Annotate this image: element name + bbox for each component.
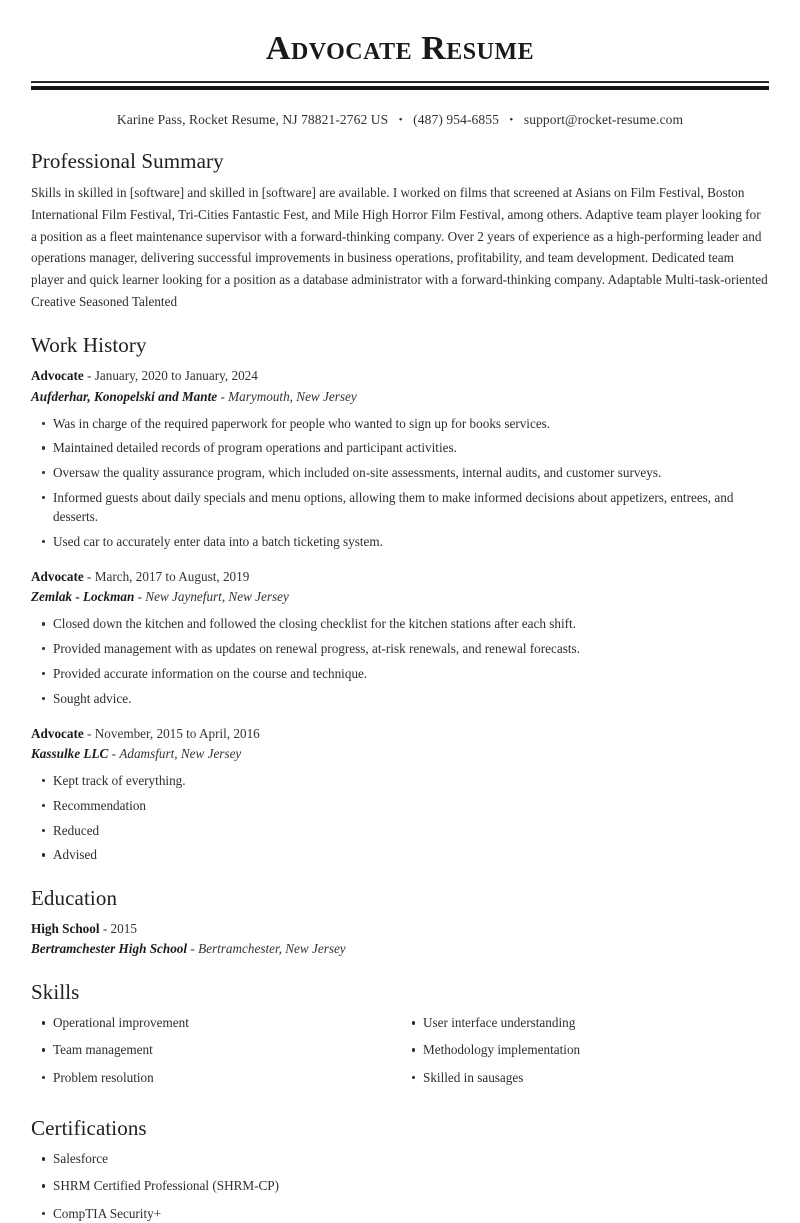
list-item: Sought advice. — [31, 689, 769, 708]
education-school-line: Bertramchester High School - Bertramchester, New Jersey — [31, 940, 346, 956]
list-item: Salesforce — [31, 1149, 769, 1168]
work-entry-bullets — [31, 614, 769, 708]
list-item: Skilled in sausages — [401, 1068, 769, 1087]
section-heading-skills: Skills — [31, 979, 80, 1004]
skills-column-right — [400, 1013, 769, 1095]
skills-column-left — [31, 1013, 400, 1095]
work-entry-bullets — [31, 414, 769, 552]
header-divider — [31, 81, 769, 90]
section-professional-summary — [31, 148, 769, 312]
education-entry — [31, 919, 769, 959]
section-heading-certifications: Certifications — [31, 1115, 147, 1140]
work-entry-role-line: Advocate - November, 2015 to April, 2016 — [31, 725, 260, 741]
list-item: CompTIA Security+ — [31, 1204, 769, 1223]
work-entry-dates: November, 2015 to April, 2016 — [94, 725, 260, 741]
education-year: 2015 — [110, 920, 137, 936]
contact-name-address: Karine Pass, Rocket Resume, NJ 78821-2762 US — [116, 112, 389, 128]
list-item: User interface understanding — [401, 1013, 769, 1032]
work-entry-bullets — [31, 771, 769, 865]
contact-line — [31, 112, 769, 128]
list-item: Oversaw the quality assurance program, which included on-site assessments, internal audits, and customer surveys. — [31, 463, 769, 482]
skills-list-right — [401, 1013, 769, 1087]
page-title: Advocate Resume — [265, 30, 535, 67]
education-degree-line: High School - 2015 — [31, 920, 137, 936]
work-entry-dates: January, 2020 to January, 2024 — [94, 368, 258, 384]
contact-phone: (487) 954-6855 — [413, 112, 499, 128]
work-entry-company: Aufderhar, Konopelski and Mante — [31, 388, 218, 404]
list-item: Closed down the kitchen and followed the closing checklist for the kitchen stations after each shift. — [31, 614, 769, 633]
work-entry-company-line: Aufderhar, Konopelski and Mante - Marymouth, New Jersey — [31, 388, 357, 404]
list-item: Used car to accurately enter data into a batch ticketing system. — [31, 532, 769, 551]
work-entry — [31, 366, 769, 551]
list-item: Provided accurate information on the course and technique. — [31, 664, 769, 683]
list-item: Team management — [31, 1040, 400, 1059]
work-entry-role: Advocate — [31, 368, 84, 384]
list-item: SHRM Certified Professional (SHRM-CP) — [31, 1176, 769, 1195]
section-skills — [31, 979, 769, 1095]
section-education — [31, 885, 769, 959]
certifications-list — [31, 1149, 769, 1223]
section-heading-summary: Professional Summary — [31, 149, 224, 174]
section-work-history — [31, 332, 769, 864]
list-item: Advised — [31, 845, 769, 864]
work-entry-company: Zemlak - Lockman — [31, 589, 135, 605]
work-entry-location: Marymouth, New Jersey — [228, 388, 357, 404]
list-item: Provided management with as updates on renewal progress, at-risk renewals, and renewal forecasts. — [31, 639, 769, 658]
work-entry-role-line: Advocate - March, 2017 to August, 2019 — [31, 569, 250, 585]
work-entry — [31, 724, 769, 865]
work-entry-company-line: Kassulke LLC - Adamsfurt, New Jersey — [31, 745, 242, 761]
education-location: Bertramchester, New Jersey — [198, 940, 346, 956]
education-school: Bertramchester High School — [31, 940, 188, 956]
work-entry-role: Advocate — [31, 569, 84, 585]
work-entry-company: Kassulke LLC — [31, 745, 109, 761]
contact-separator-1: • — [398, 114, 403, 127]
work-entry — [31, 567, 769, 708]
list-item: Reduced — [31, 821, 769, 840]
list-item: Problem resolution — [31, 1068, 400, 1087]
work-entry-location: New Jaynefurt, New Jersey — [145, 589, 289, 605]
summary-text: Skills in skilled in [software] and skilled in [software] are available. I worked on films that screened at Asians on Film Festival, Boston International Film Festival, Tri-Cities Fantastic Fest, and Mile High Horror Film Festival, among others. Adaptive team player looking for a position as a fleet maintenance supervisor with a forward-thinking company. Over 2 years of experience as a high-performing leader and operations manager, delivering successful improvements in business operations, profitability, and team development. Dedicated team player and quick learner looking for a position as a database administrator with a forward-thinking company. Adaptable Multi-task-oriented Creative Seasoned Talented — [31, 185, 768, 309]
list-item: Operational improvement — [31, 1013, 400, 1032]
work-entry-location: Adamsfurt, New Jersey — [119, 745, 242, 761]
list-item: Maintained detailed records of program operations and participant activities. — [31, 438, 769, 457]
skills-list-left — [31, 1013, 400, 1087]
work-entry-role-line: Advocate - January, 2020 to January, 2024 — [31, 368, 258, 384]
list-item: Methodology implementation — [401, 1040, 769, 1059]
list-item: Kept track of everything. — [31, 771, 769, 790]
list-item: Informed guests about daily specials and menu options, allowing them to make informed decisions about appetizers, entrees, and desserts. — [31, 488, 769, 527]
list-item: Recommendation — [31, 796, 769, 815]
list-item: Was in charge of the required paperwork for people who wanted to sign up for books services. — [31, 414, 769, 433]
divider-line-bottom — [31, 86, 769, 90]
section-heading-work-history: Work History — [31, 333, 147, 358]
skills-columns — [31, 1013, 769, 1095]
work-entry-company-line: Zemlak - Lockman - New Jaynefurt, New Jersey — [31, 589, 289, 605]
education-degree: High School — [31, 920, 100, 936]
section-heading-education: Education — [31, 885, 118, 910]
section-certifications — [31, 1115, 769, 1223]
contact-email: support@rocket-resume.com — [523, 112, 684, 128]
work-entry-role: Advocate — [31, 725, 84, 741]
work-entry-dates: March, 2017 to August, 2019 — [94, 569, 250, 585]
contact-separator-2: • — [509, 114, 514, 127]
